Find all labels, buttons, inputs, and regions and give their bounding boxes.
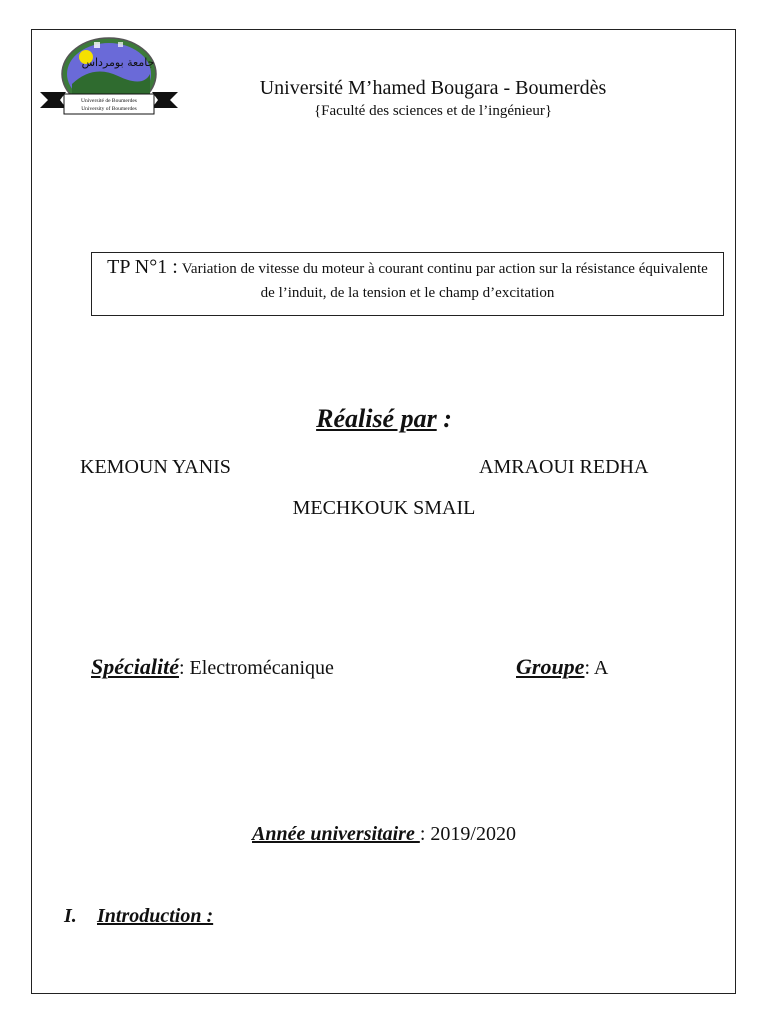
annee-value: 2019/2020 — [430, 823, 516, 845]
specialite-field — [91, 654, 334, 681]
groupe-field — [516, 654, 608, 681]
author-name: AMRAOUI REDHA — [479, 456, 649, 478]
annee-universitaire-field — [0, 821, 768, 847]
tp-title-box — [91, 252, 724, 316]
faculty-name: {Faculté des sciences et de l’ingénieur} — [313, 103, 553, 119]
author-name: KEMOUN YANIS — [80, 456, 231, 478]
section-title: Introduction : — [97, 905, 214, 927]
university-name: Université M’hamed Bougara - Boumerdès — [259, 77, 607, 99]
logo-french-text: Université de Boumerdes — [81, 98, 137, 104]
specialite-value: Electromécanique — [184, 657, 334, 679]
university-header — [200, 76, 666, 121]
author-name: MECHKOUK SMAIL — [292, 497, 476, 519]
logo-arabic-text: جامعة بومرداس — [81, 56, 155, 69]
realise-par-heading — [0, 404, 768, 434]
specialite-label: Spécialité — [91, 654, 179, 679]
university-logo-icon — [38, 36, 180, 118]
logo-english-text: University of Boumerdes — [81, 106, 137, 112]
annee-separator: : — [419, 823, 431, 845]
groupe-separator: : — [584, 657, 591, 679]
section-heading-introduction — [64, 903, 213, 929]
tp-description: Variation de vitesse du moteur à courant continu par action sur la résistance équivalente de l’induit, de la tension et le champ d’excitation — [181, 261, 708, 301]
tp-label: TP N°1 : — [107, 256, 178, 278]
specialite-separator: : — [178, 657, 185, 679]
realise-par-label: Réalisé par — [316, 404, 437, 433]
groupe-value: A — [590, 657, 609, 679]
realise-par-colon: : — [436, 404, 452, 433]
annee-label: Année universitaire — [252, 823, 420, 845]
section-number: I. — [64, 905, 77, 927]
groupe-label: Groupe — [516, 654, 585, 679]
